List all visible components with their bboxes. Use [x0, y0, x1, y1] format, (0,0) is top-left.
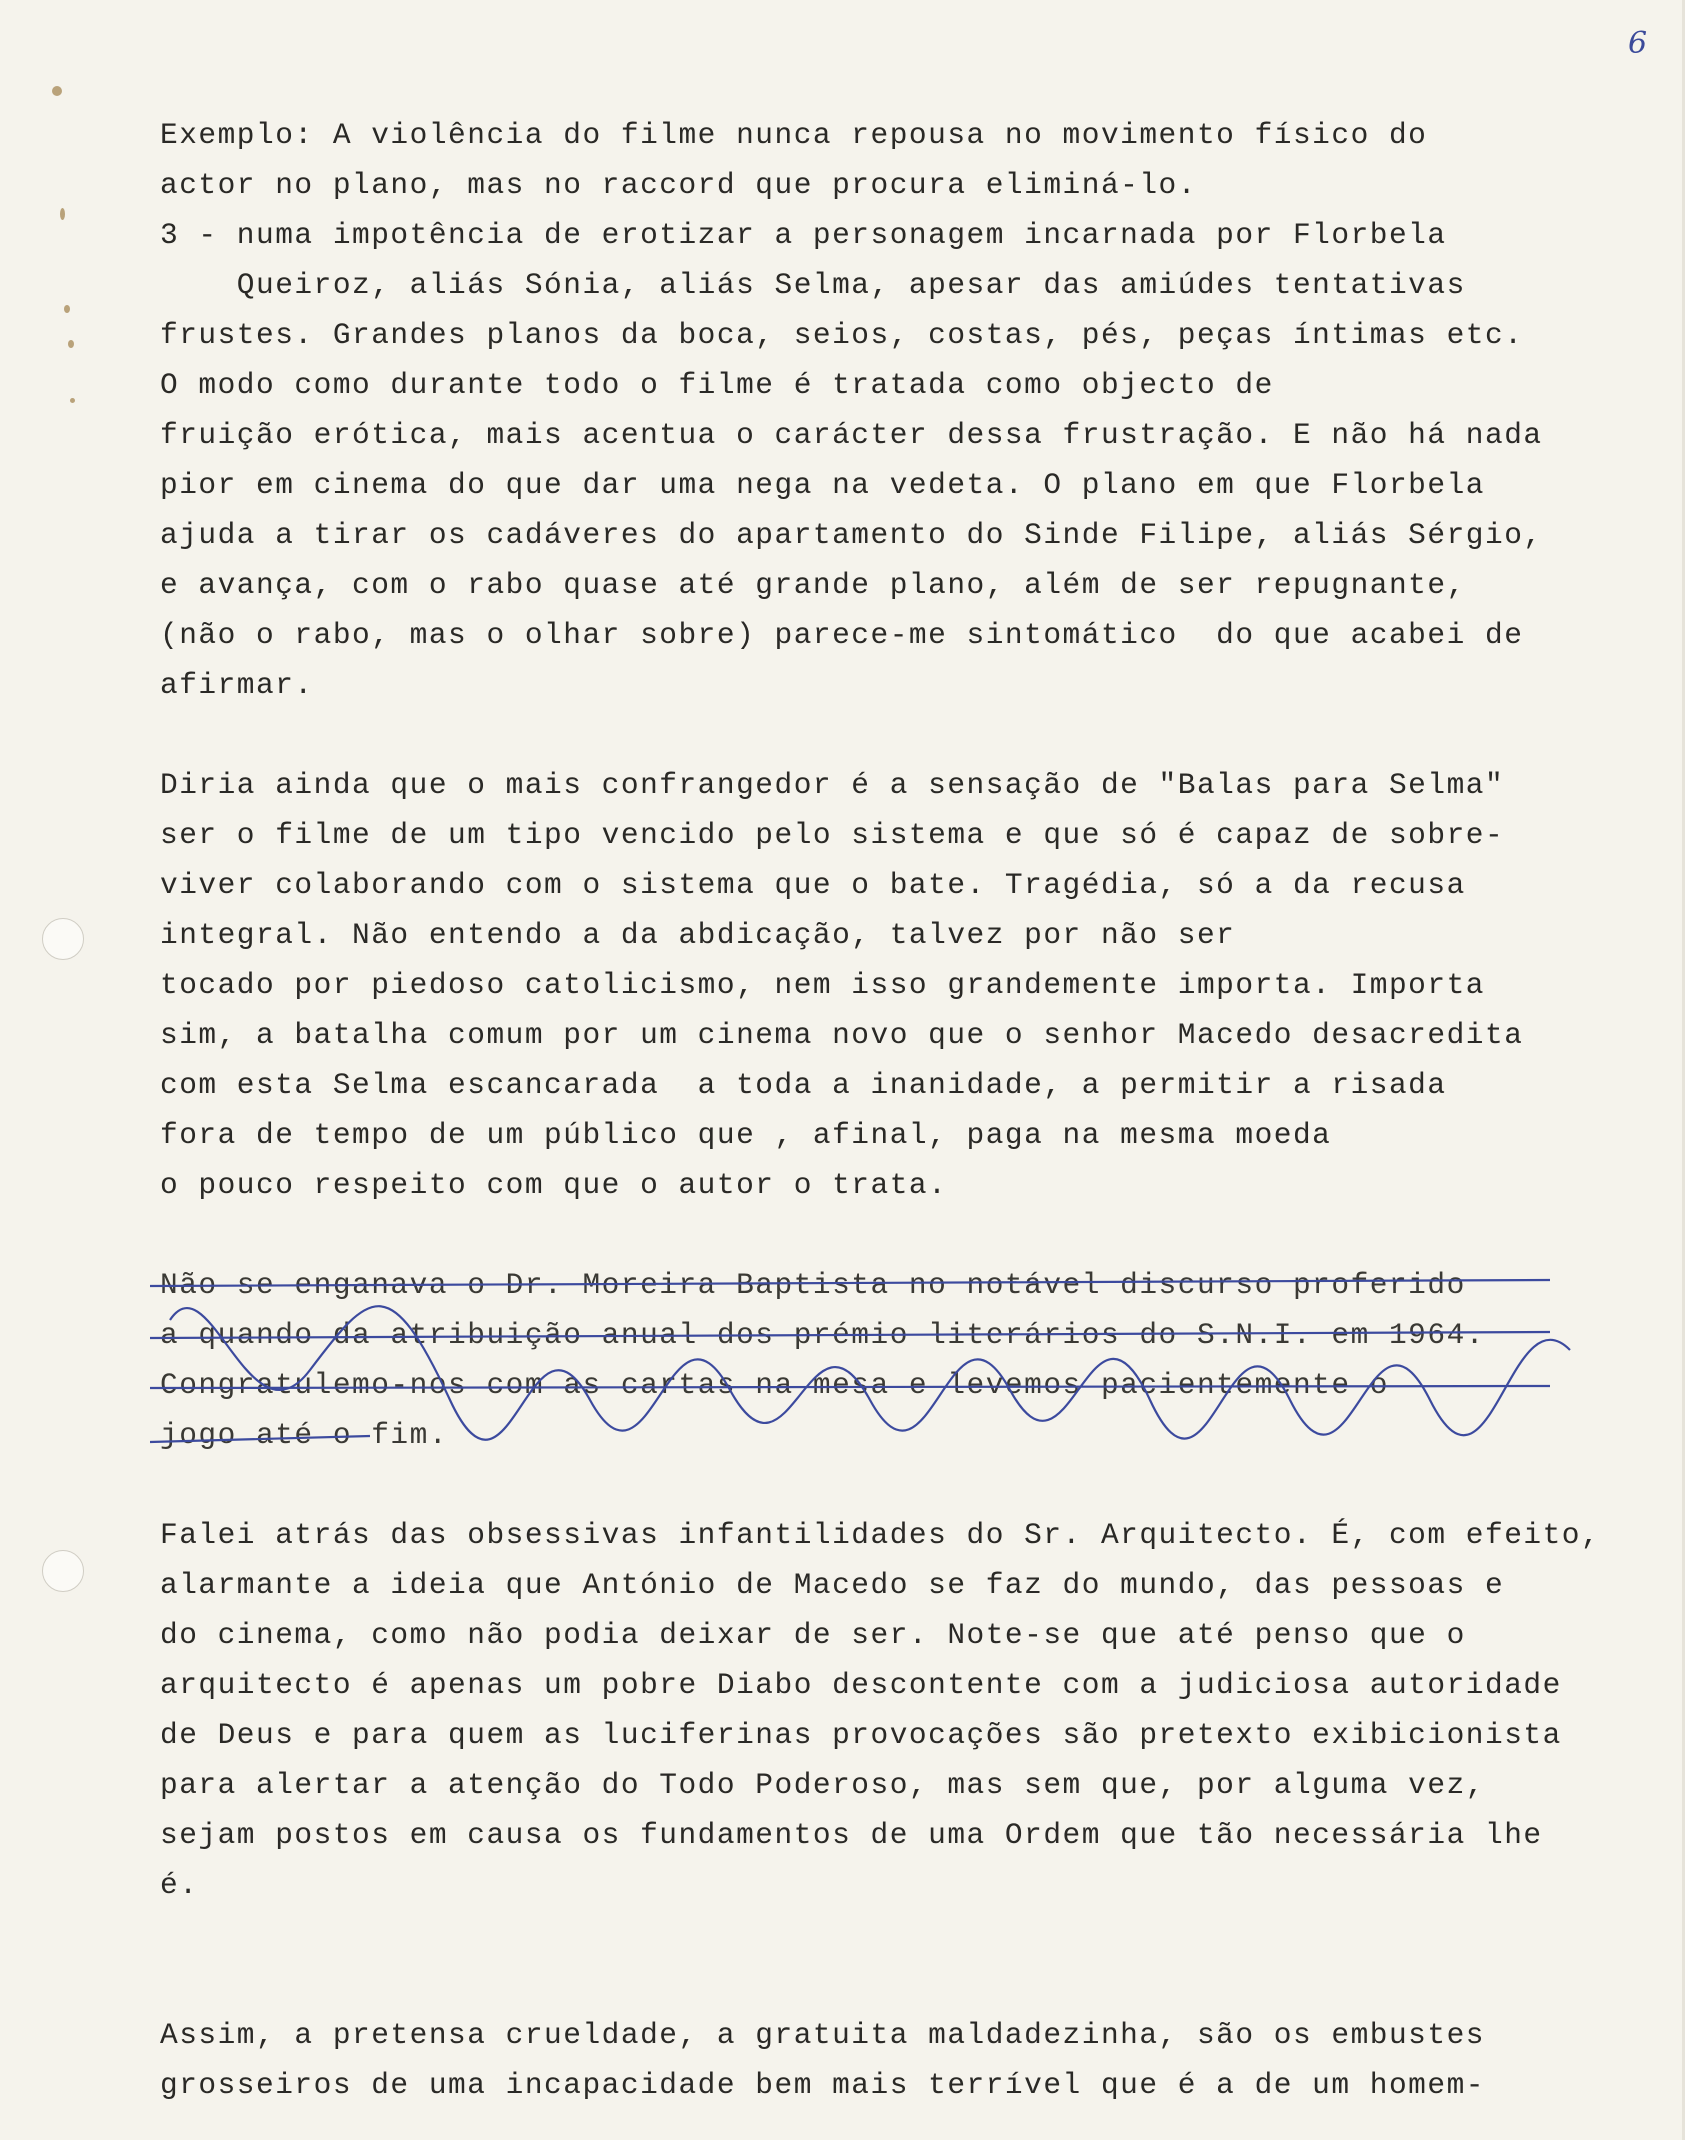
paper-speck [60, 208, 65, 220]
text-line: Falei atrás das obsessivas infantilidades do Sr. Arquitecto. É, com efeito, [160, 1518, 1601, 1552]
struck-paragraph [160, 1260, 1640, 1460]
text-line: de Deus e para quem as luciferinas provocações são pretexto exibicionista [160, 1718, 1562, 1752]
struck-line: jogo até o fim. [160, 1418, 449, 1452]
binder-hole-bottom [42, 1550, 84, 1592]
text-line: Queiroz, aliás Sónia, aliás Selma, apesar das amiúdes tentativas [160, 268, 1466, 302]
struck-line: Não se enganava o Dr. Moreira Baptista no notável discurso proferido [160, 1268, 1466, 1302]
text-line: grosseiros de uma incapacidade bem mais terrível que é a de um homem- [160, 2068, 1485, 2102]
text-line: Diria ainda que o mais confrangedor é a sensação de "Balas para Selma" [160, 768, 1505, 802]
struck-line: Congratulemo-nos com as cartas na mesa e levemos pacientemente o [160, 1368, 1389, 1402]
text-line: Assim, a pretensa crueldade, a gratuita maldadezinha, são os embustes [160, 2018, 1485, 2052]
text-line: arquitecto é apenas um pobre Diabo descontente com a judiciosa autoridade [160, 1668, 1562, 1702]
strike-through-scribble [150, 1250, 1630, 1470]
text-line: Exemplo: A violência do filme nunca repousa no movimento físico do [160, 118, 1428, 152]
binder-hole-top [42, 918, 84, 960]
text-line: O modo como durante todo o filme é tratada como objecto de [160, 368, 1274, 402]
text-line: (não o rabo, mas o olhar sobre) parece-me sintomático do que acabei de [160, 618, 1524, 652]
text-line: frustes. Grandes planos da boca, seios, costas, pés, peças íntimas etc. [160, 318, 1524, 352]
text-line: para alertar a atenção do Todo Poderoso, mas sem que, por alguma vez, [160, 1768, 1485, 1802]
text-line: afirmar. [160, 668, 314, 702]
text-line: e avança, com o rabo quase até grande plano, além de ser repugnante, [160, 568, 1466, 602]
text-line: o pouco respeito com que o autor o trata. [160, 1168, 948, 1202]
paper-speck [52, 86, 62, 96]
text-line: tocado por piedoso catolicismo, nem isso grandemente importa. Importa [160, 968, 1485, 1002]
text-line: actor no plano, mas no raccord que procura eliminá-lo. [160, 168, 1197, 202]
typed-text [160, 110, 1640, 2110]
text-line: sim, a batalha comum por um cinema novo que o senhor Macedo desacredita [160, 1018, 1524, 1052]
text-line: do cinema, como não podia deixar de ser. Note-se que até penso que o [160, 1618, 1466, 1652]
text-line: fora de tempo de um público que , afinal, paga na mesma moeda [160, 1118, 1332, 1152]
text-line: ser o filme de um tipo vencido pelo sistema e que só é capaz de sobre- [160, 818, 1505, 852]
struck-line: a quando da atribuição anual dos prémio literários do S.N.I. em 1964. [160, 1318, 1485, 1352]
text-line: viver colaborando com o sistema que o bate. Tragédia, só a da recusa [160, 868, 1466, 902]
page-number: 6 [1628, 26, 1648, 61]
text-line: com esta Selma escancarada a toda a inanidade, a permitir a risada [160, 1068, 1447, 1102]
text-line: fruição erótica, mais acentua o carácter dessa frustração. E não há nada [160, 418, 1543, 452]
text-line: alarmante a ideia que António de Macedo se faz do mundo, das pessoas e [160, 1568, 1505, 1602]
text-line: pior em cinema do que dar uma nega na vedeta. O plano em que Florbela [160, 468, 1485, 502]
text-line: ajuda a tirar os cadáveres do apartamento do Sinde Filipe, aliás Sérgio, [160, 518, 1543, 552]
paper-speck [70, 398, 75, 403]
text-line: integral. Não entendo a da abdicação, talvez por não ser [160, 918, 1236, 952]
text-line: sejam postos em causa os fundamentos de uma Ordem que tão necessária lhe [160, 1818, 1543, 1852]
paper-speck [68, 340, 74, 348]
paper-speck [64, 305, 70, 313]
text-line: 3 - numa impotência de erotizar a personagem incarnada por Florbela [160, 218, 1447, 252]
text-line: é. [160, 1868, 199, 1902]
